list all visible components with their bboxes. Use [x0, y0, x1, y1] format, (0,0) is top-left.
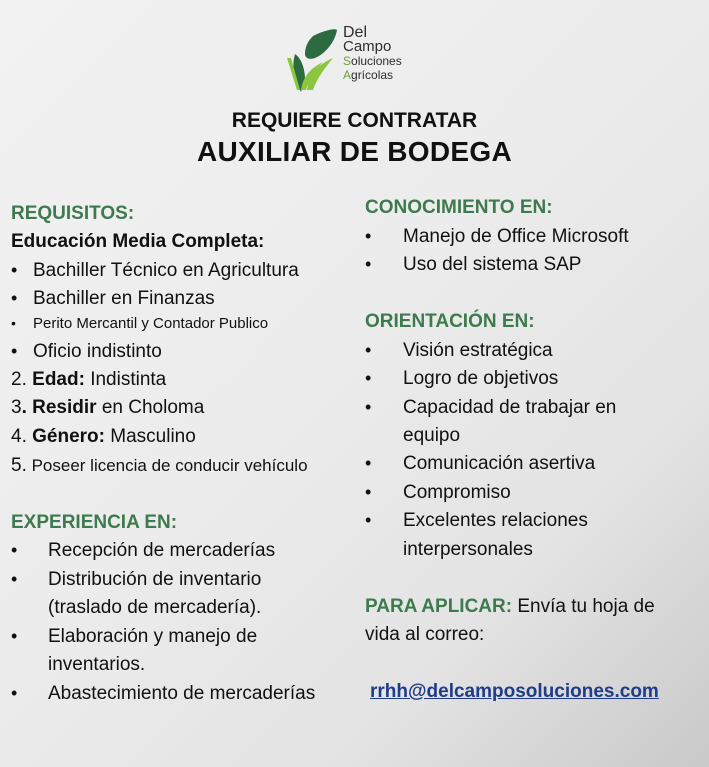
orientacion-item: Excelentes relaciones [403, 510, 588, 531]
company-logo [285, 26, 425, 96]
bullet-icon: • [11, 288, 18, 308]
orientacion-item: Compromiso [403, 482, 511, 503]
edad-num: 2. [11, 369, 27, 390]
requisito-residir [11, 397, 204, 419]
bullet-icon: • [365, 397, 372, 417]
logo-line-3 [343, 54, 402, 68]
edad-label: Edad: [32, 369, 85, 390]
logo-line-3-initial: S [343, 54, 352, 68]
experiencia-item: Abastecimiento de mercaderías [48, 683, 316, 704]
bullet-icon: • [365, 453, 372, 473]
experiencia-title: EXPERIENCIA EN: [11, 512, 178, 533]
logo-line-4-initial: A [343, 68, 352, 82]
orientacion-item-cont: interpersonales [403, 539, 533, 560]
orientacion-item-cont: equipo [403, 425, 461, 446]
orientacion-item: Visión estratégica [403, 340, 553, 361]
aplicar-text-1: Envía tu hoja de [512, 596, 655, 617]
aplicar-text-2: vida al correo: [365, 624, 485, 645]
residir-value: en Choloma [96, 397, 205, 418]
requisito-genero [11, 426, 196, 448]
bullet-icon: • [365, 510, 372, 530]
header-pretitle: REQUIERE CONTRATAR [231, 109, 478, 132]
experiencia-item: Recepción de mercaderías [48, 540, 276, 561]
bullet-icon: • [11, 315, 16, 331]
logo-line-3-rest: oluciones [351, 54, 402, 68]
leaf-logo-icon [285, 28, 341, 94]
requisitos-title: REQUISITOS: [11, 203, 135, 224]
genero-label: Género: [32, 426, 105, 447]
requisito-item: Perito Mercantil y Contador Publico [33, 315, 269, 332]
residir-num: 3 [11, 397, 22, 418]
bullet-icon: • [11, 569, 18, 589]
aplicar-label: PARA APLICAR: [365, 596, 513, 617]
requisito-item: Oficio indistinto [33, 341, 162, 362]
bullet-icon: • [11, 626, 18, 646]
experiencia-item: Elaboración y manejo de [48, 626, 258, 647]
experiencia-item: Distribución de inventario [48, 569, 262, 590]
aplicar-line-1 [365, 596, 655, 618]
conocimiento-item: Manejo de Office Microsoft [403, 226, 629, 247]
logo-line-1: Del [343, 24, 368, 41]
bullet-icon: • [365, 368, 372, 388]
bullet-icon: • [11, 341, 18, 361]
bullet-icon: • [365, 482, 372, 502]
genero-value: Masculino [105, 426, 196, 447]
requisitos-subtitle: Educación Media Completa: [11, 231, 265, 252]
bullet-icon: • [365, 226, 372, 246]
experiencia-item-cont: inventarios. [48, 654, 146, 675]
orientacion-item: Comunicación asertiva [403, 453, 596, 474]
orientacion-title: ORIENTACIÓN EN: [365, 311, 535, 332]
bullet-icon: • [11, 260, 18, 280]
logo-line-4-rest: grícolas [351, 68, 394, 82]
licencia-num: 5. [11, 455, 27, 476]
logo-line-4 [343, 68, 402, 82]
logo-line-2: Campo [343, 38, 392, 55]
requisito-item: Bachiller Técnico en Agricultura [33, 260, 299, 281]
genero-num: 4. [11, 426, 27, 447]
licencia-value: Poseer licencia de conducir vehículo [26, 456, 308, 475]
logo-text [343, 26, 402, 82]
residir-label: . Residir [21, 397, 97, 418]
header-title: AUXILIAR DE BODEGA [197, 136, 512, 167]
requisito-edad [11, 369, 166, 391]
bullet-icon: • [11, 683, 18, 703]
orientacion-item: Logro de objetivos [403, 368, 559, 389]
edad-value: Indistinta [84, 369, 167, 390]
orientacion-item: Capacidad de trabajar en [403, 397, 617, 418]
conocimiento-title: CONOCIMIENTO EN: [365, 197, 553, 218]
bullet-icon: • [365, 340, 372, 360]
experiencia-item-cont: (traslado de mercadería). [48, 597, 262, 618]
email-link[interactable]: rrhh@delcamposoluciones.com [370, 681, 659, 702]
bullet-icon: • [365, 254, 372, 274]
requisito-item: Bachiller en Finanzas [33, 288, 215, 309]
conocimiento-item: Uso del sistema SAP [403, 254, 582, 275]
bullet-icon: • [11, 540, 18, 560]
requisito-licencia [11, 455, 308, 477]
